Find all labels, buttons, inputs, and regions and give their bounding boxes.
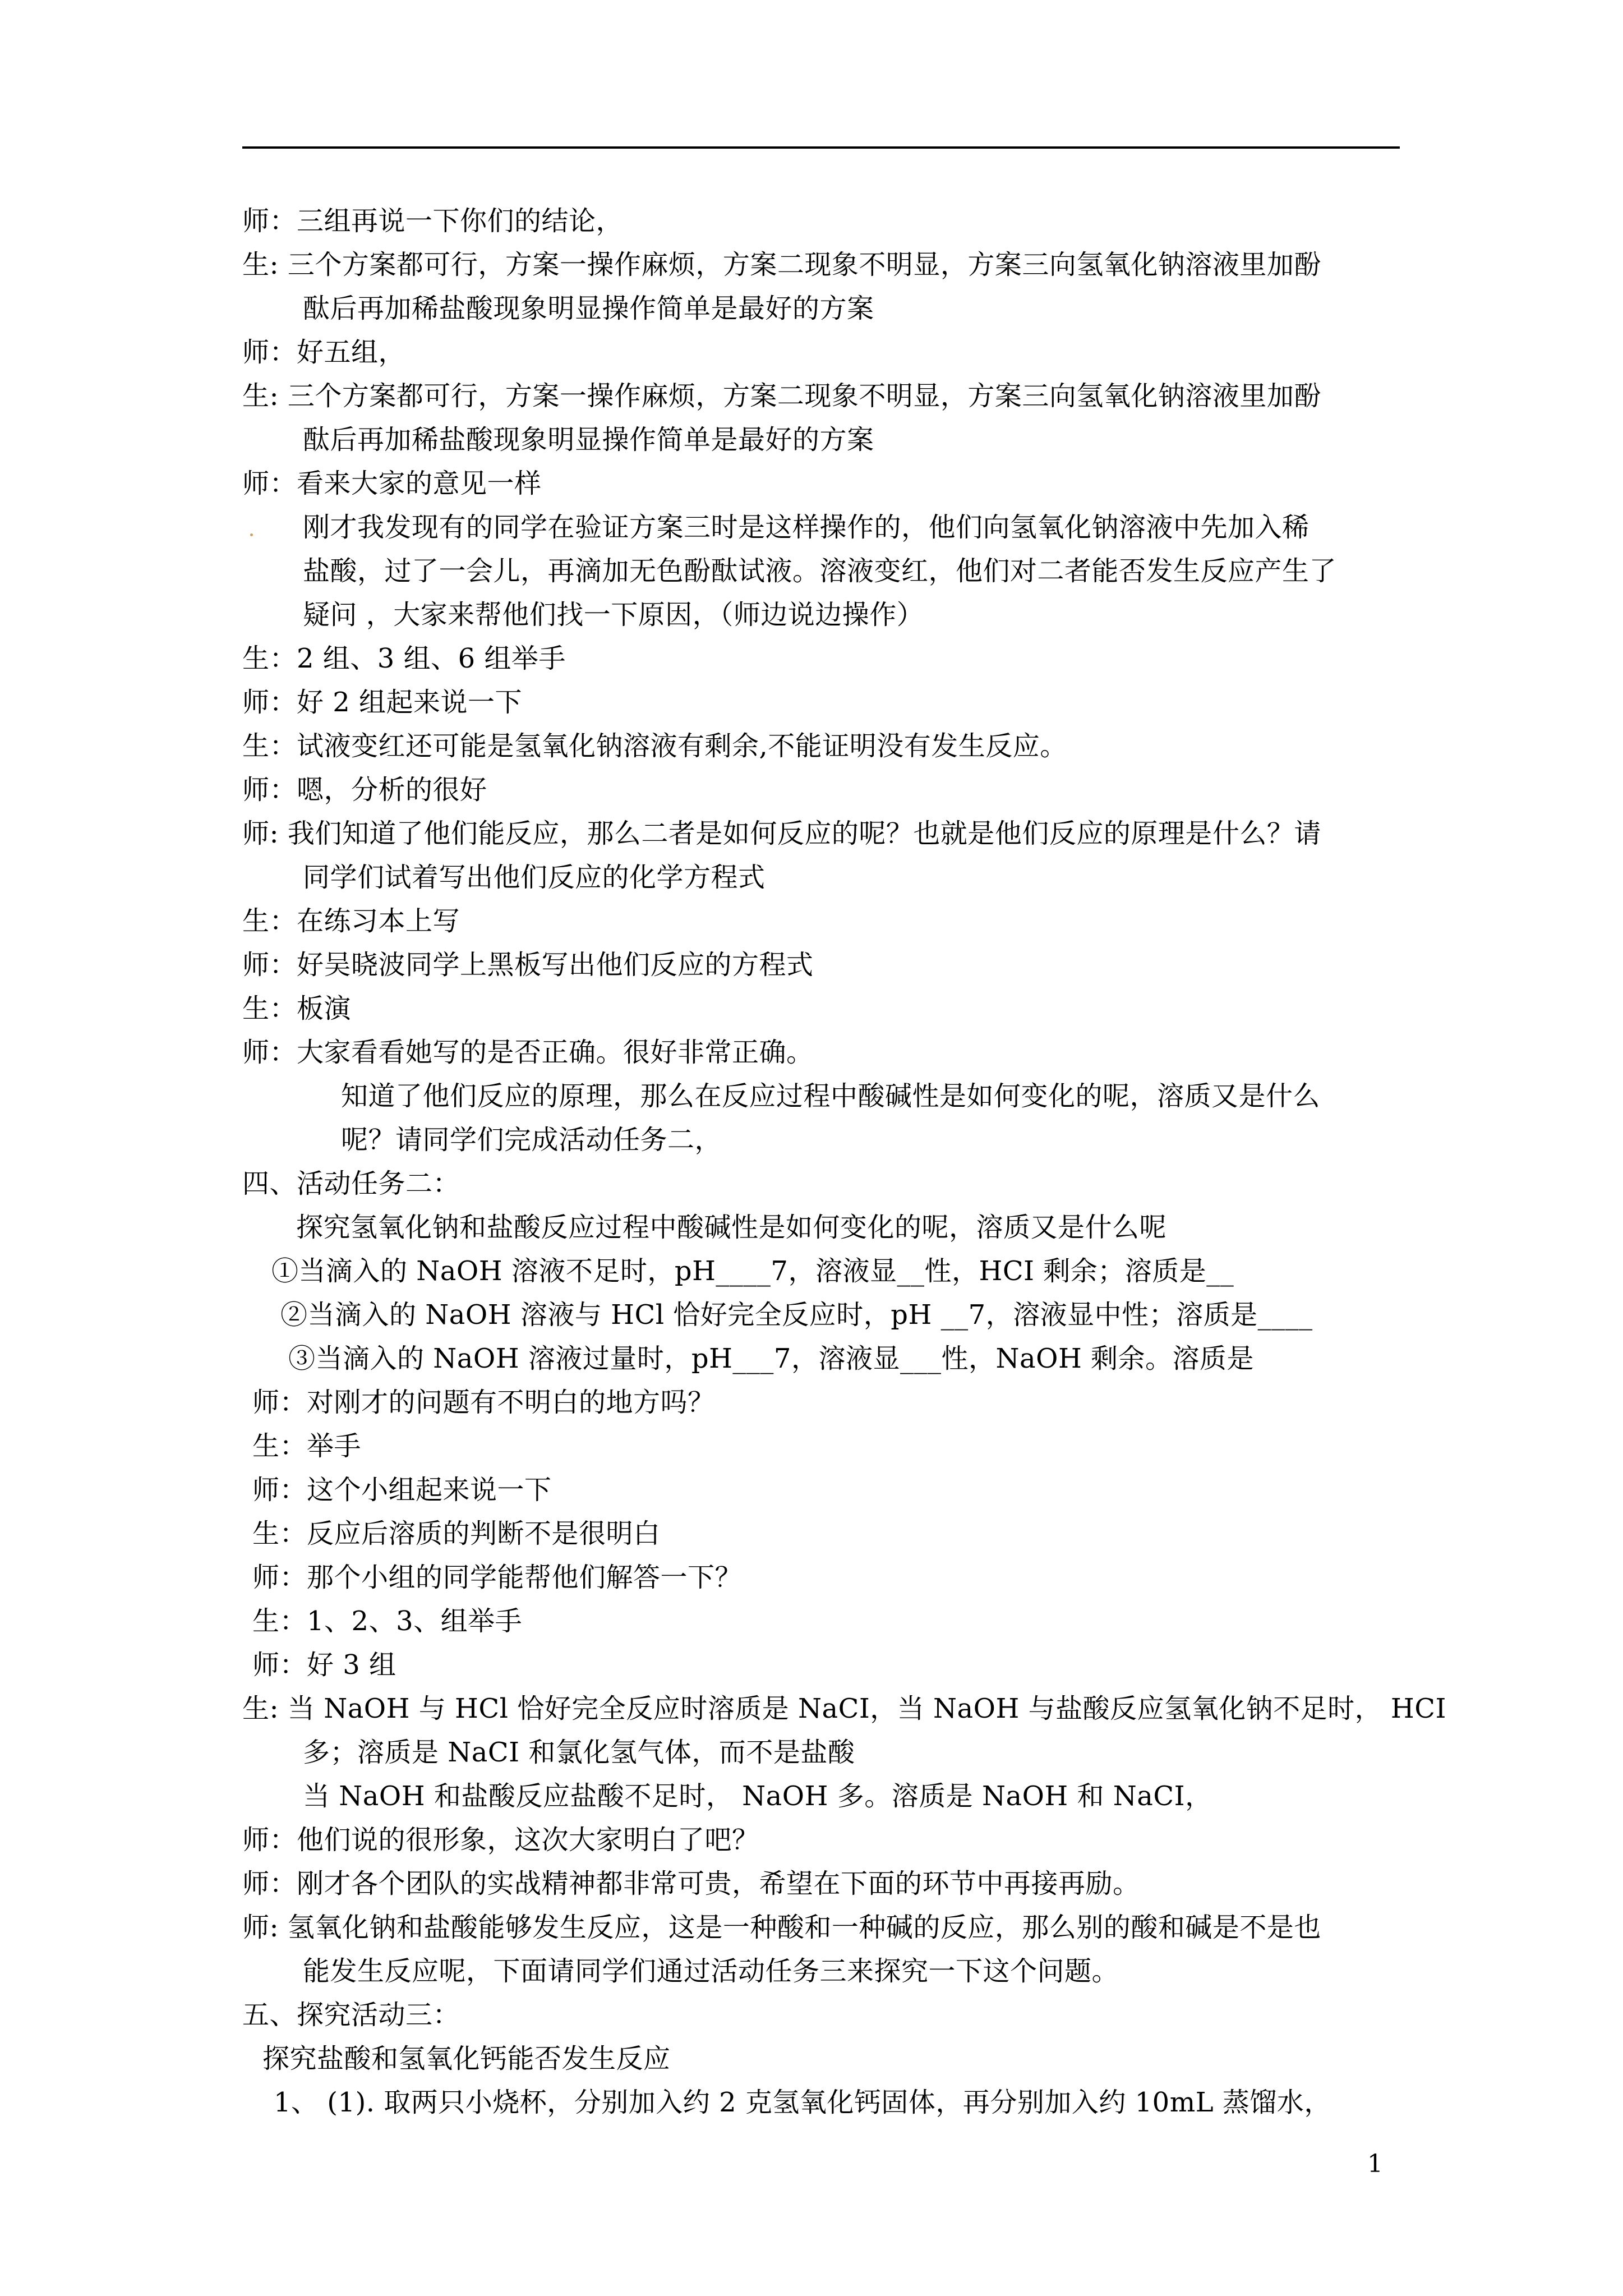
text-line: 同学们试着写出他们反应的化学方程式 [303,862,766,893]
stray-dot [250,533,253,536]
text-line: 师：那个小组的同学能帮他们解答一下？ [252,1562,743,1593]
text-line: 当 NaOH 和盐酸反应盐酸不足时， NaOH 多。溶质是 NaOH 和 NaCI， [303,1780,1212,1812]
text-line: 呢？请同学们完成活动任务二， [341,1124,722,1156]
text-line: 生: 三个方案都可行，方案一操作麻烦，方案二现象不明显，方案三向氢氧化钠溶液里加酚 [242,380,1321,412]
text-line: 师：他们说的很形象，这次大家明白了吧？ [242,1824,759,1856]
text-line: 师: 氢氧化钠和盐酸能够发生反应，这是一种酸和一种碱的反应，那么别的酸和碱是不是也 [242,1912,1321,1943]
text-line: 能发生反应呢，下面请同学们通过活动任务三来探究一下这个问题。 [303,1955,1119,1987]
text-line: 师: 我们知道了他们能反应，那么二者是如何反应的呢？也就是他们反应的原理是什么？请 [242,818,1321,849]
text-line: 生: 三个方案都可行，方案一操作麻烦，方案二现象不明显，方案三向氢氧化钠溶液里加酚 [242,249,1321,280]
text-line: 1、 (1). 取两只小烧杯，分别加入约 2 克氢氧化钙固体，再分别加入约 10mL 蒸馏水， [274,2087,1331,2118]
text-line: 生：试液变红还可能是氢氧化钠溶液有剩余,不能证明没有发生反应。 [242,730,1067,762]
text-line: 生: 当 NaOH 与 HCl 恰好完全反应时溶质是 NaCI，当 NaOH 与盐酸反应氢氧化钠不足时， HCI [242,1693,1446,1724]
text-line: 酞后再加稀盐酸现象明显操作简单是最好的方案 [303,293,874,324]
text-line: ②当滴入的 NaOH 溶液与 HCl 恰好完全反应时，pH __7，溶液显中性；溶质是____ [280,1299,1313,1331]
text-line: 生：2 组、3 组、6 组举手 [242,643,566,674]
text-line: 探究盐酸和氢氧化钙能否发生反应 [262,2043,671,2074]
text-line: 生：在练习本上写 [242,905,460,937]
text-line: 盐酸，过了一会儿，再滴加无色酚酞试液。溶液变红，他们对二者能否发生反应产生了 [303,555,1337,587]
section-heading: 五、探究活动三： [242,1999,460,2031]
text-line: 生：板演 [242,993,352,1024]
text-line: 师：三组再说一下你们的结论， [242,205,624,237]
text-line: 师：嗯，分析的很好 [242,774,487,806]
text-line: 探究氢氧化钠和盐酸反应过程中酸碱性是如何变化的呢，溶质又是什么呢 [296,1212,1167,1243]
text-line: 生：举手 [252,1430,362,1462]
document-body [242,199,1446,2124]
text-line: 酞后再加稀盐酸现象明显操作简单是最好的方案 [303,424,874,455]
text-line: 疑问 ，大家来帮他们找一下原因，（师边说边操作） [303,599,924,631]
text-line: 刚才我发现有的同学在验证方案三时是这样操作的，他们向氢氧化钠溶液中先加入稀 [242,505,1426,549]
header-rule [242,146,1400,149]
text-line: 生：反应后溶质的判断不是很明白 [252,1518,661,1549]
text-line: 师：大家看看她写的是否正确。很好非常正确。 [242,1037,814,1068]
text-line: 多；溶质是 NaCI 和氯化氢气体，而不是盐酸 [303,1737,855,1768]
text-line: 师：这个小组起来说一下 [252,1474,552,1506]
text-line: 师：刚才各个团队的实战精神都非常可贵，希望在下面的环节中再接再励。 [242,1868,1140,1899]
text-line: 师：看来大家的意见一样 [242,468,542,499]
text-line: 师：好 2 组起来说一下 [242,687,523,718]
text-line: 师：好 3 组 [252,1649,396,1681]
page-number: 1 [1367,2150,1383,2178]
text-line: 师：好五组， [242,337,406,368]
text-line: ③当滴入的 NaOH 溶液过量时，pH___7，溶液显___性，NaOH 剩余。溶质是 [288,1343,1255,1374]
text-line: 生：1、2、3、组举手 [252,1605,523,1637]
text-line: 知道了他们反应的原理，那么在反应过程中酸碱性是如何变化的呢，溶质又是什么 [341,1080,1321,1112]
text-line: ①当滴入的 NaOH 溶液不足时，pH____7，溶液显__性，HCI 剩余；溶质是__ [271,1255,1234,1287]
text-line: 师：好吴晓波同学上黑板写出他们反应的方程式 [242,949,814,981]
section-heading: 四、活动任务二： [242,1168,460,1199]
text-line: 师：对刚才的问题有不明白的地方吗？ [252,1387,715,1418]
